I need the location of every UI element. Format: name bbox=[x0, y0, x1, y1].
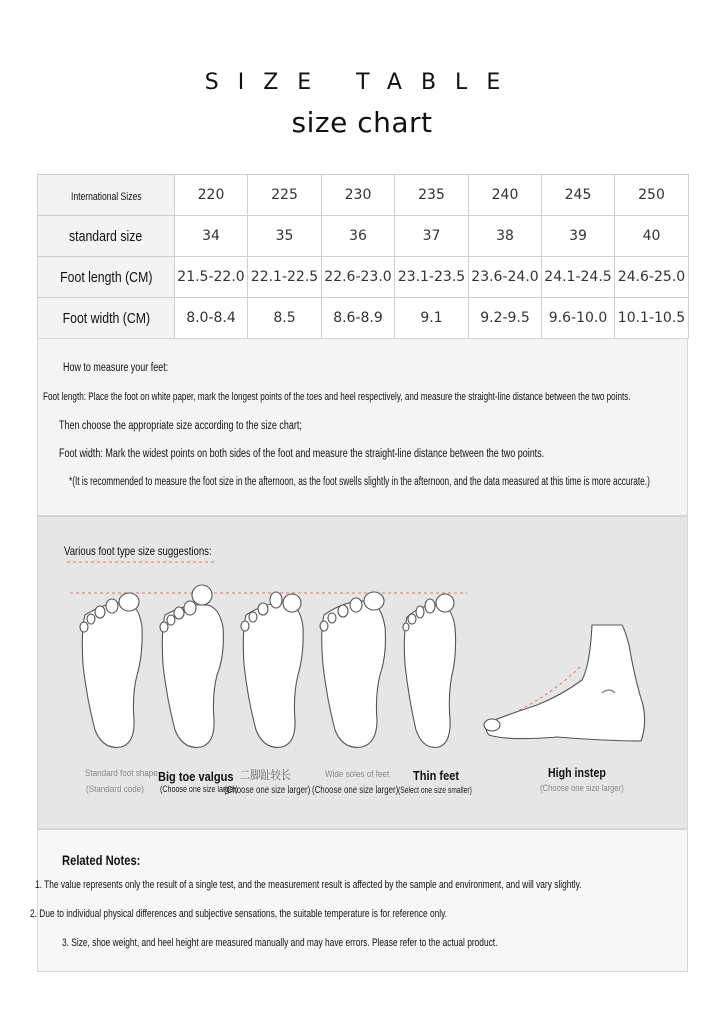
table-cell: 10.1-10.5 bbox=[615, 298, 689, 339]
table-cell: 34 bbox=[175, 216, 248, 257]
table-cell: 230 bbox=[322, 175, 395, 216]
row-label: International Sizes bbox=[38, 175, 175, 216]
row-label: Foot width (CM) bbox=[38, 298, 175, 339]
table-row bbox=[38, 175, 689, 216]
foot-types-heading: Various foot type size suggestions: bbox=[64, 544, 212, 558]
notes-heading: Related Notes: bbox=[62, 852, 141, 868]
table-cell: 250 bbox=[615, 175, 689, 216]
big-toe-valgus-foot-icon bbox=[160, 585, 223, 747]
table-cell: 23.1-23.5 bbox=[395, 257, 469, 298]
size-table bbox=[37, 174, 689, 339]
table-cell: 36 bbox=[322, 216, 395, 257]
table-cell: 24.1-24.5 bbox=[542, 257, 615, 298]
high-instep-foot-icon bbox=[484, 625, 645, 741]
table-cell: 40 bbox=[615, 216, 689, 257]
table-row bbox=[38, 257, 689, 298]
foot-type-note: (Choose one size larger) bbox=[312, 784, 399, 796]
foot-type-note: (Select one size smaller) bbox=[398, 785, 472, 795]
foot-type-name: 二脚趾较长 bbox=[240, 768, 292, 782]
foot-type-note: (Choose one size larger) bbox=[160, 784, 239, 795]
table-cell: 35 bbox=[248, 216, 322, 257]
foot-type-name: Wide soles of feet bbox=[325, 769, 390, 780]
table-cell: 245 bbox=[542, 175, 615, 216]
table-cell: 235 bbox=[395, 175, 469, 216]
table-cell: 24.6-25.0 bbox=[615, 257, 689, 298]
table-cell: 39 bbox=[542, 216, 615, 257]
table-cell: 8.5 bbox=[248, 298, 322, 339]
table-row bbox=[38, 216, 689, 257]
table-cell: 9.2-9.5 bbox=[469, 298, 542, 339]
table-cell: 9.6-10.0 bbox=[542, 298, 615, 339]
measure-then: Then choose the appropriate size according to the size chart; bbox=[59, 420, 302, 432]
foot-illustrations bbox=[37, 515, 688, 755]
table-cell: 8.6-8.9 bbox=[322, 298, 395, 339]
standard-foot-icon bbox=[80, 593, 142, 747]
page-subtitle: size chart bbox=[291, 106, 433, 139]
table-row bbox=[38, 298, 689, 339]
table-cell: 225 bbox=[248, 175, 322, 216]
table-cell: 9.1 bbox=[395, 298, 469, 339]
table-cell: 220 bbox=[175, 175, 248, 216]
long-second-toe-foot-icon bbox=[241, 592, 303, 747]
table-cell: 240 bbox=[469, 175, 542, 216]
table-cell: 23.6-24.0 bbox=[469, 257, 542, 298]
note-item: 3. Size, shoe weight, and heel height are measured manually and may have errors. Please refer to the actual product. bbox=[62, 937, 498, 949]
table-cell: 22.6-23.0 bbox=[322, 257, 395, 298]
note-item: 2. Due to individual physical differences and subjective sensations, the suitable temperature is for reference only. bbox=[30, 908, 448, 920]
measure-foot-length: Foot length: Place the foot on white paper, mark the longest points of the toes and heel respectively, and measure the straight-line distance between the two points. bbox=[43, 391, 631, 403]
foot-type-name: Thin feet bbox=[413, 768, 460, 783]
foot-type-note: (Choose one size larger) bbox=[540, 783, 624, 793]
foot-type-name: High instep bbox=[548, 766, 606, 780]
notes-section bbox=[37, 829, 688, 972]
table-cell: 8.0-8.4 bbox=[175, 298, 248, 339]
foot-type-note: (Choose one size larger) bbox=[224, 784, 311, 796]
thin-foot-icon bbox=[403, 594, 456, 747]
page-title: SIZE TABLE bbox=[204, 70, 520, 95]
foot-type-note: (Standard code) bbox=[86, 784, 144, 795]
table-cell: 22.1-22.5 bbox=[248, 257, 322, 298]
row-label: Foot length (CM) bbox=[38, 257, 175, 298]
table-cell: 37 bbox=[395, 216, 469, 257]
row-label: standard size bbox=[38, 216, 175, 257]
measure-foot-width: Foot width: Mark the widest points on both sides of the foot and measure the straight-line distance between the two points. bbox=[59, 448, 545, 460]
wide-sole-foot-icon bbox=[320, 592, 385, 747]
table-cell: 38 bbox=[469, 216, 542, 257]
measure-heading: How to measure your feet: bbox=[63, 362, 169, 374]
measure-recommend: *(It is recommended to measure the foot size in the afternoon, as the foot swells slightly in the afternoon, and the data measured at this time is more accurate.) bbox=[69, 476, 650, 488]
foot-type-name: Big toe valgus bbox=[158, 769, 234, 784]
foot-type-name: Standard foot shape bbox=[85, 768, 158, 779]
note-item: 1. The value represents only the result of a single test, and the measurement result is affected by the sample and environment, and will vary slightly. bbox=[35, 879, 582, 891]
table-cell: 21.5-22.0 bbox=[175, 257, 248, 298]
